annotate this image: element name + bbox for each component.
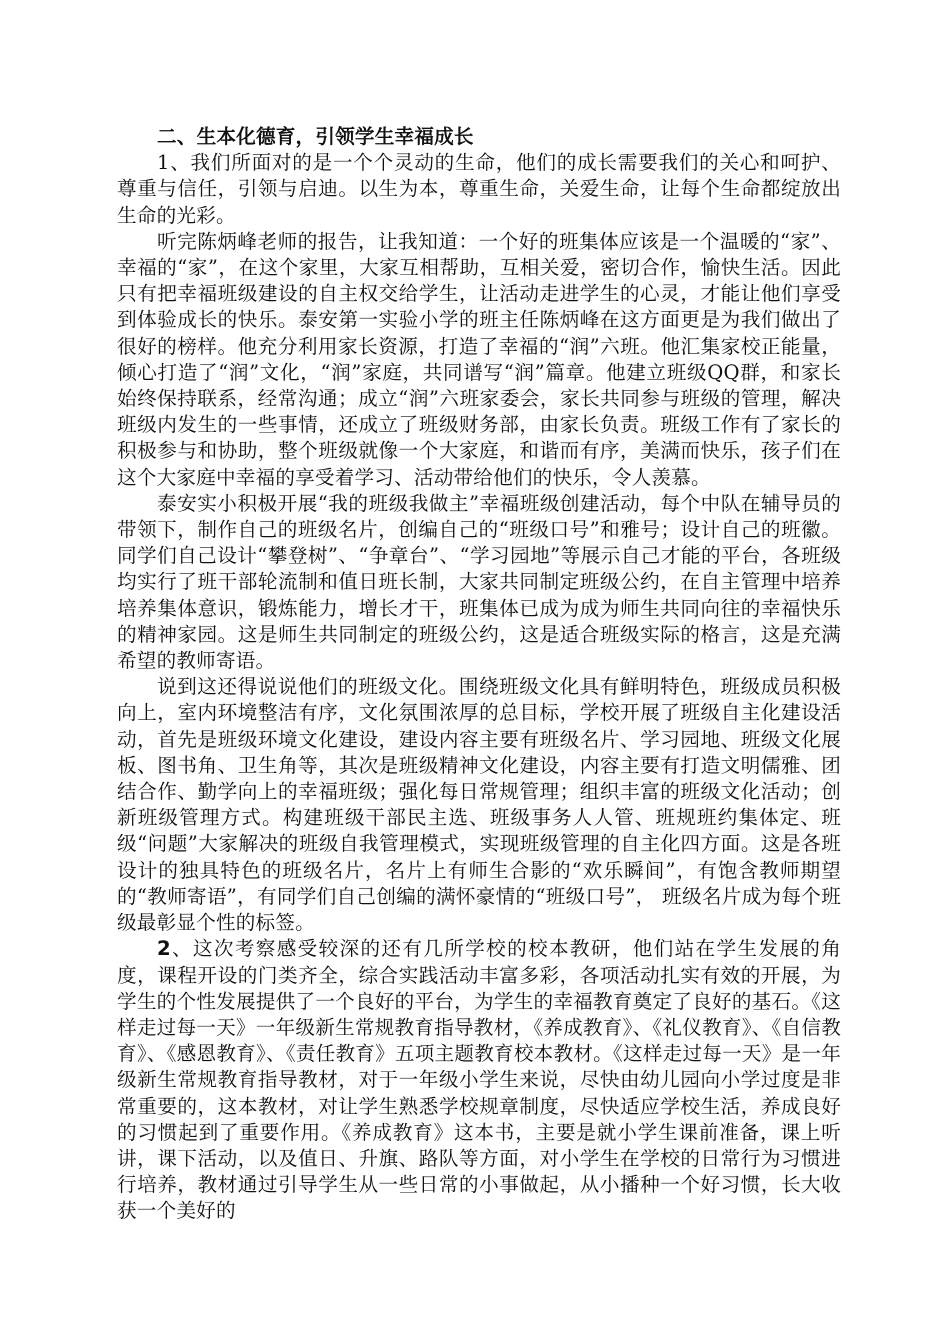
paragraph-4-text: 说到这还得说说他们的班级文化。围绕班级文化具有鲜明特色，班级成员积极向上，室内环境整洁有序，文化氛围浓厚的总目标，学校开展了班级自主化建设活动，首先是班级环境文化建设，建设内容主要有班级名片、学习园地、班级文化展板、图书角、卫生角等，其次是班级精神文化建设，内容主要有打造文明儒雅、团结合作、勤学向上的幸福班级；强化每日常规管理；组织丰富的班级文化活动；创新班级管理方式。构建班级干部民主选、班级事务人人管、班规班约集体定、班级“问题”大家解决的班级自我管理模式，实现班级管理的自主化四方面。这是各班设计的独具特色的班级名片，名片上有师生合影的“欢乐瞬间”，有饱含教师期望的“教师寄语”，有同学们自己创编的满怀豪情的“班级口号”， 班级名片成为每个班级最彰显个性的标签。 [117, 675, 841, 935]
paragraph-5-text: 、这次考察感受较深的还有几所学校的校本教研，他们站在学生发展的角度，课程开设的门类齐全，综合实践活动丰富多彩，各项活动扎实有效的开展，为学生的个性发展提供了一个良好的平台，为学生的幸福教育奠定了良好的基石。《这样走过每一天》一年级新生常规教育指导教材，《养成教育》、《礼仪教育》、《自信教育》、《感恩教育》、《责任教育》五项主题教育校本教材。《这样走过每一天》是一年级新生常规教育指导教材，对于一年级小学生来说，尽快由幼儿园向小学过度是非常重要的，这本教材，对让学生熟悉学校规章制度，尽快适应学校生活，养成良好的习惯起到了重要作用。《养成教育》这本书，主要是就小学生课前准备，课上听讲，课下活动，以及值日、升旗、路队等方面，对小学生在学校的日常行为习惯进行培养，教材通过引导学生从一些日常的小事做起，从小播种一个好习惯，长大收获一个美好的 [117, 937, 841, 1223]
paragraph-3 [117, 491, 841, 674]
paragraph-4 [117, 674, 841, 936]
document-page [117, 124, 841, 1225]
section-heading: 二、生本化德育，引领学生幸福成长 [157, 125, 474, 148]
paragraph-5 [117, 936, 841, 1224]
paragraph-2-text: 听完陈炳峰老师的报告，让我知道：一个好的班集体应该是一个温暖的“家”、幸福的“家”，在这个家里，大家互相帮助，互相关爱，密切合作，愉快生活。因此只有把幸福班级建设的自主权交给学生，让活动走进学生的心灵，才能让他们享受到体验成长的快乐。泰安第一实验小学的班主任陈炳峰在这方面更是为我们做出了很好的榜样。他充分利用家长资源，打造了幸福的“润”六班。他汇集家校正能量，倾心打造了“润”文化，“润”家庭，共同谱写“润”篇章。他建立班级QQ群，和家长始终保持联系，经常沟通；成立“润”六班家委会，家长共同参与班级的管理，解决班级内发生的一些事情，还成立了班级财务部，由家长负责。班级工作有了家长的积极参与和协助，整个班级就像一个大家庭，和谐而有序，美满而快乐，孩子们在这个大家庭中幸福的享受着学习、活动带给他们的快乐，令人羡慕。 [117, 229, 841, 489]
paragraph-1 [117, 150, 841, 229]
paragraph-1-text: 1、我们所面对的是一个个灵动的生命，他们的成长需要我们的关心和呵护、尊重与信任，引领与启迪。以生为本，尊重生命，关爱生命，让每个生命都绽放出生命的光彩。 [117, 151, 841, 227]
paragraph-2 [117, 229, 841, 491]
paragraph-3-text: 泰安实小积极开展“我的班级我做主”幸福班级创建活动，每个中队在辅导员的带领下，制作自己的班级名片，创编自己的“班级口号”和雅号；设计自己的班徽。同学们自己设计“攀登树”、“争章台”、“学习园地”等展示自己才能的平台，各班级均实行了班干部轮流制和值日班长制，大家共同制定班级公约，在自主管理中培养培养集体意识，锻炼能力，增长才干，班集体已成为成为师生共同向往的幸福快乐的精神家园。这是师生共同制定的班级公约，这是适合班级实际的格言，这是充满希望的教师寄语。 [117, 491, 841, 673]
paragraph-5-lead: 2 [157, 937, 171, 961]
